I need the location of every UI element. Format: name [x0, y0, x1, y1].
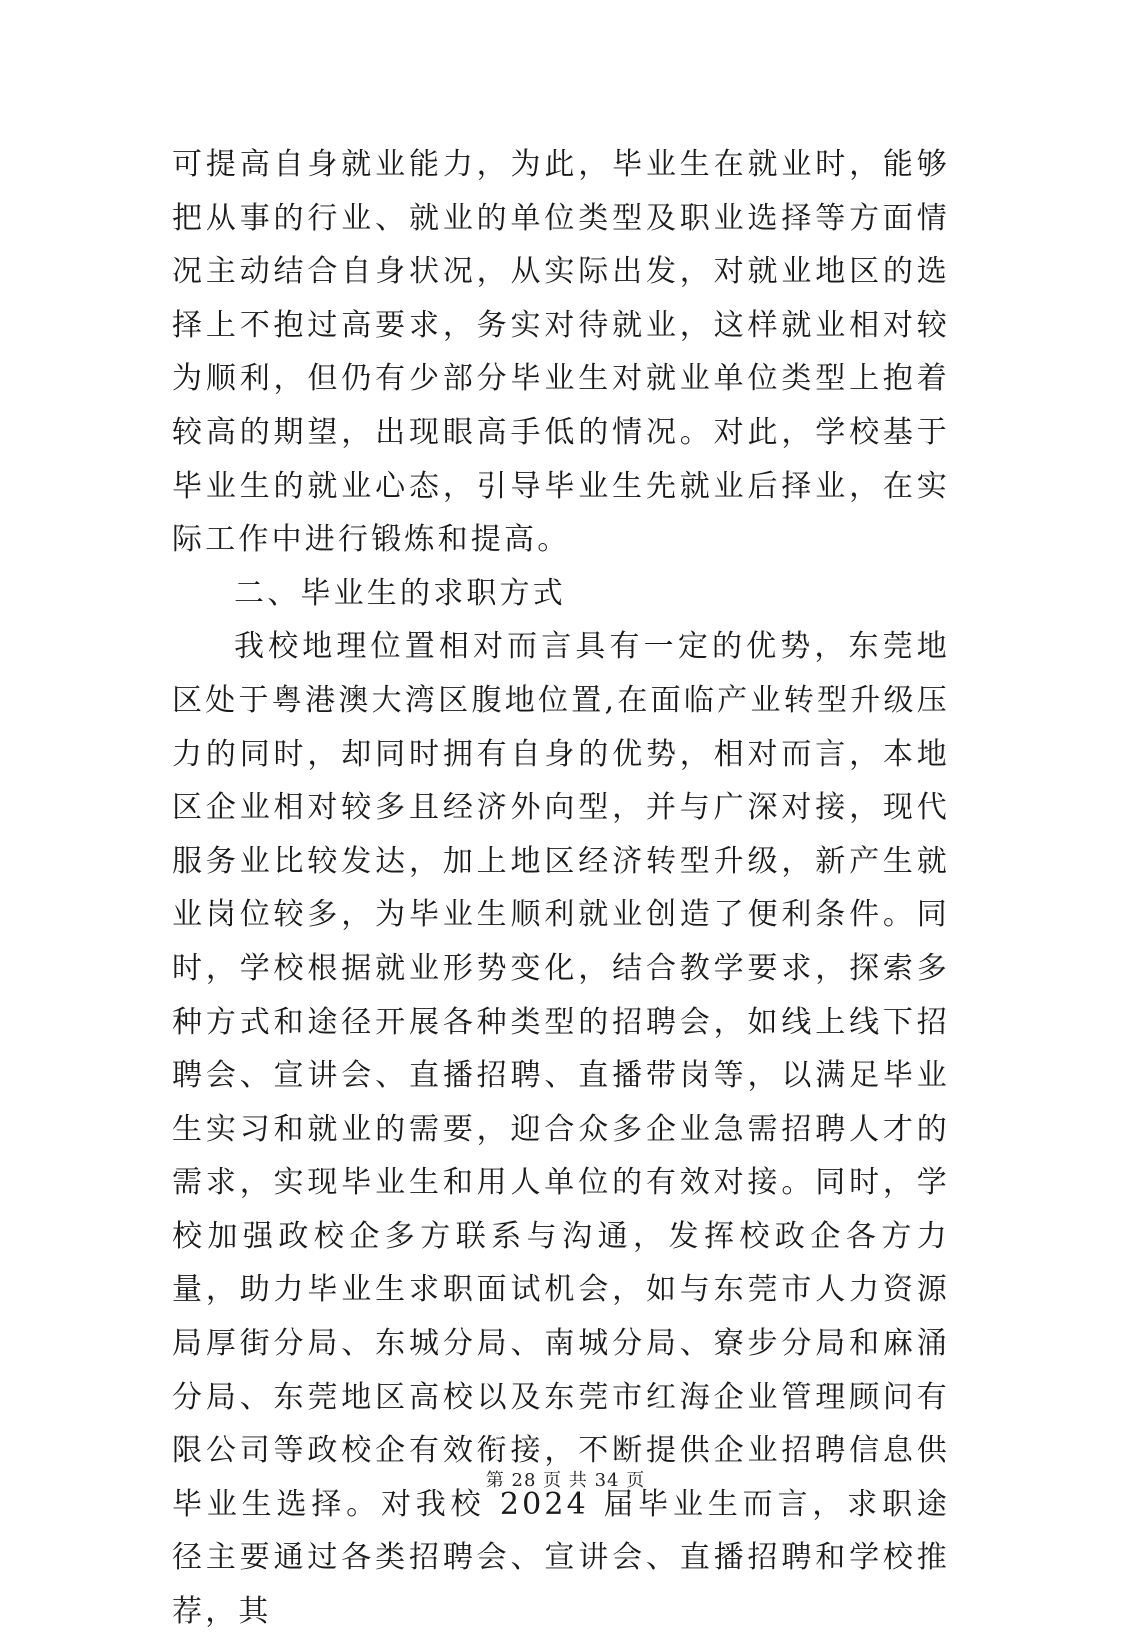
document-body [172, 138, 950, 1639]
page-number-footer: 第 28 页 共 34 页 [485, 1470, 646, 1491]
section-heading: 二、毕业生的求职方式 [234, 575, 566, 611]
body-paragraph-1: 可提高自身就业能力，为此，毕业生在就业时，能够把从事的行业、就业的单位类型及职业选择等方面情况主动结合自身状况，从实际出发，对就业地区的选择上不抱过高要求，务实对待就业，这样就业相对较为顺利，但仍有少部分毕业生对就业单位类型上抱着较高的期望，出现眼高手低的情况。对此，学校基于毕业生的就业心态，引导毕业生先就业后择业，在实际工作中进行锻炼和提高。 [172, 147, 950, 558]
body-paragraph-2: 我校地理位置相对而言具有一定的优势，东莞地区处于粤港澳大湾区腹地位置,在面临产业转型升级压力的同时，却同时拥有自身的优势，相对而言，本地区企业相对较多且经济外向型，并与广深对接，现代服务业比较发达，加上地区经济转型升级，新产生就业岗位较多，为毕业生顺利就业创造了便利条件。同时，学校根据就业形势变化，结合教学要求，探索多种方式和途径开展各种类型的招聘会，如线上线下招聘会、宣讲会、直播招聘、直播带岗等，以满足毕业生实习和就业的需要，迎合众多企业急需招聘人才的需求，实现毕业生和用人单位的有效对接。同时，学校加强政校企多方联系与沟通，发挥校政企各方力量，助力毕业生求职面试机会，如与东莞市人力资源局厚街分局、东城分局、南城分局、寮步分局和麻涌分局、东莞地区高校以及东莞市红海企业管理顾问有限公司等政校企有效衔接，不断提供企业招聘信息供毕业生选择。对我校 2024 届毕业生而言，求职途径主要通过各类招聘会、宣讲会、直播招聘和学校推荐，其 [172, 629, 950, 1630]
